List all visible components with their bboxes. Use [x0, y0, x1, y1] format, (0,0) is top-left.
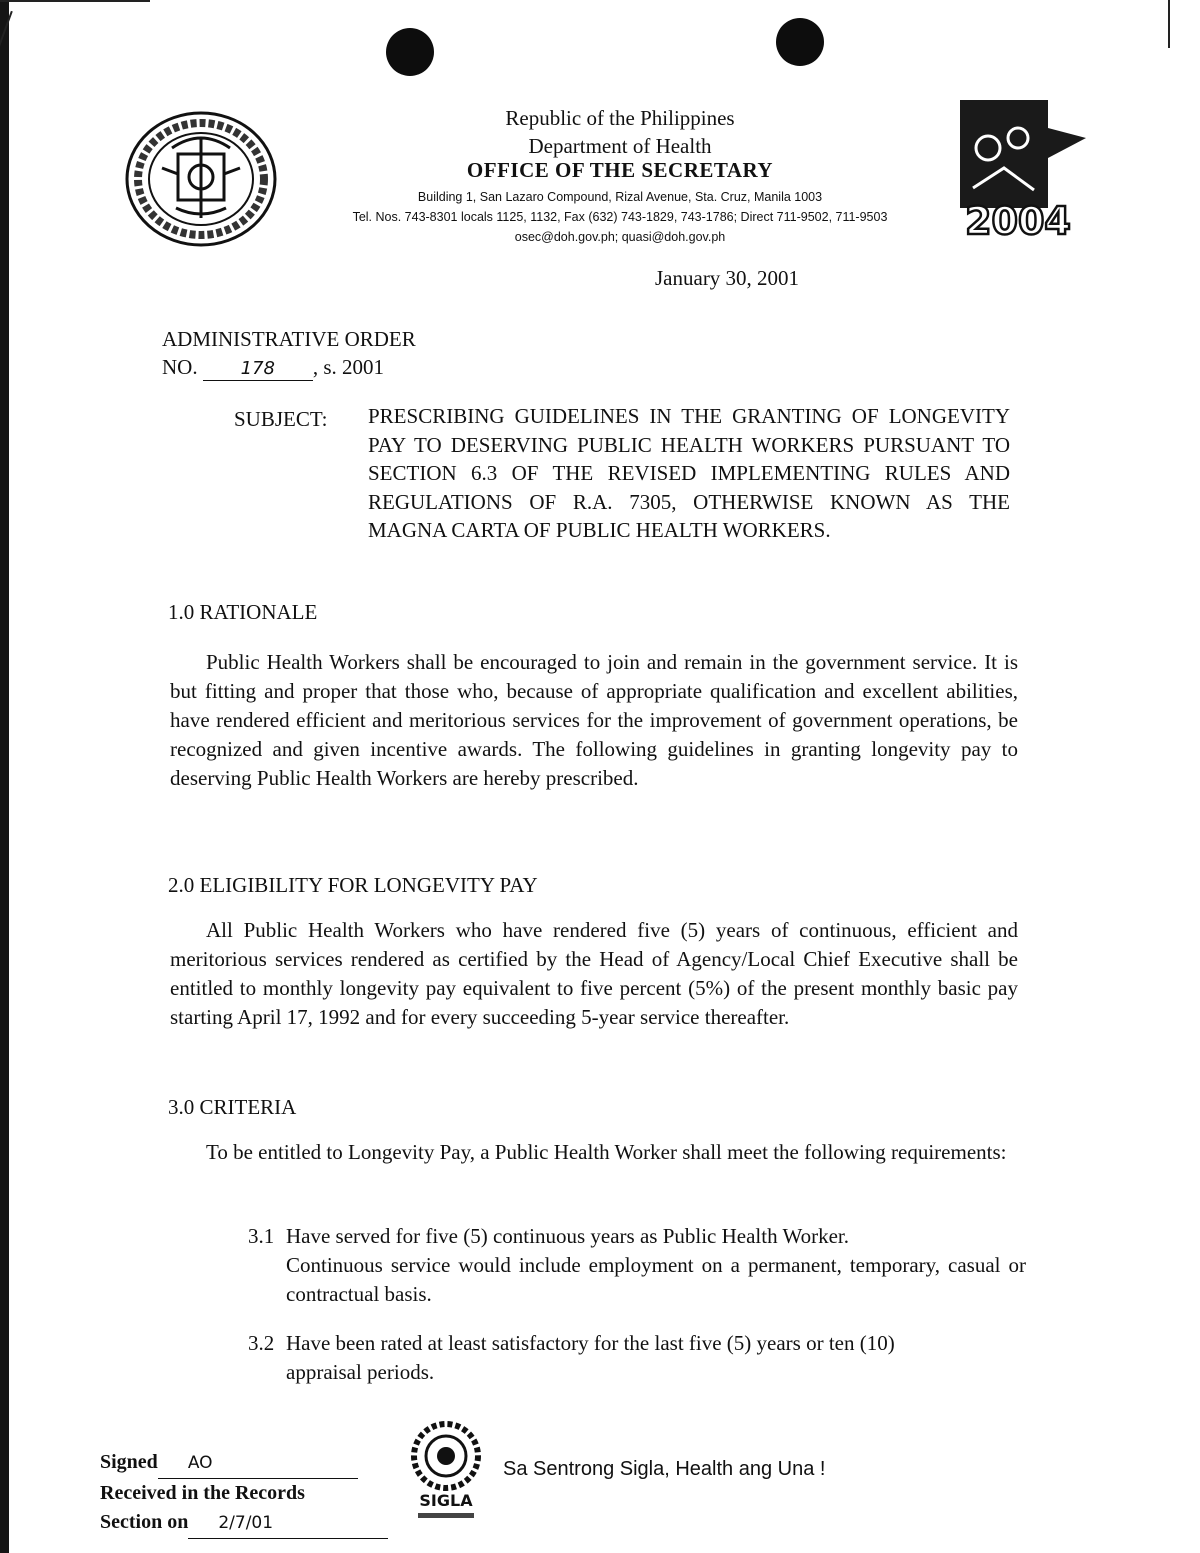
header-address: Building 1, San Lazaro Compound, Rizal Avenue, Sta. Cruz, Manila 1003 — [417, 190, 823, 204]
eligibility-paragraph: All Public Health Workers who have rendered five (5) years of continuous, efficient and meritorious services rendered as certified by the Head of Agency/Local Chief Executive shall be entitled to monthly longevity pay equivalent to five percent (5%) of the present monthly basic pay starting April 17, 1992 and for every succeeding 5-year service thereafter. — [170, 918, 1018, 1029]
footer-slogan: Sa Sentrong Sigla, Health ang Una ! — [503, 1458, 826, 1480]
order-series: , s. 2001 — [312, 355, 385, 379]
doh-seal-logo — [122, 108, 280, 250]
criteria-item-first-line — [248, 1329, 1026, 1358]
header-emails: osec@doh.gov.ph; quasi@doh.gov.ph — [514, 230, 726, 244]
criteria-item-first-line — [248, 1222, 1026, 1251]
criteria-item-number: 3.2 — [248, 1331, 275, 1355]
order-no-label: NO. — [162, 355, 198, 379]
stamp-received-label: Received in the Records — [100, 1482, 305, 1504]
stamp-signed-label: Signed — [100, 1451, 158, 1473]
rationale-paragraph: Public Health Workers shall be encouraged to join and remain in the government service. It is but fitting and proper that those who, because of appropriate qualification and excellent abilities, have rendered efficient and meritorious services for the improvement of government operations, be recognized and given incentive awards. The following guidelines in granting longevity pay to deserving Public Health Workers are hereby prescribed. — [170, 650, 1018, 790]
scan-right-mark — [1168, 0, 1170, 48]
header-republic: Republic of the Philippines — [505, 106, 735, 130]
sigla-logo — [408, 1418, 484, 1538]
scan-corner-line — [0, 0, 150, 2]
criteria-item-text: Have served for five (5) continuous years as Public Health Worker. — [286, 1224, 850, 1248]
section-heading-rationale: 1.0 RATIONALE — [168, 600, 318, 624]
stamp-section-label: Section on — [100, 1511, 189, 1533]
criteria-item-text: Have been rated at least satisfactory for the last five (5) years or ten (10) — [286, 1331, 895, 1355]
subject-text: PRESCRIBING GUIDELINES IN THE GRANTING OF LONGEVITY PAY TO DESERVING PUBLIC HEALTH WORKERS PURSUANT TO SECTION 6.3 OF THE REVISED IMPLEMENTING RULES AND REGULATIONS OF R.A. 7305, OTHERWISE KNOWN AS THE MAGNA CARTA OF PUBLIC HEALTH WORKERS. — [368, 404, 1010, 542]
stamp-section-line — [100, 1508, 388, 1539]
sigla-logo-text: SIGLA — [419, 1491, 473, 1510]
header-office: OFFICE OF THE SECRETARY — [466, 158, 774, 182]
logo-year-text: 2004 — [965, 199, 1071, 240]
records-stamp — [100, 1448, 388, 1539]
punch-hole-right — [776, 18, 824, 66]
subject-label: SUBJECT: — [234, 407, 328, 431]
order-title: ADMINISTRATIVE ORDER — [162, 327, 416, 351]
order-number-line — [162, 354, 384, 381]
order-number: 178 — [203, 358, 313, 381]
section-heading-criteria: 3.0 CRITERIA — [168, 1095, 297, 1119]
criteria-item-3-1 — [248, 1222, 1026, 1309]
punch-hole-left — [386, 28, 434, 76]
document-date: January 30, 2001 — [655, 266, 800, 290]
criteria-item-number: 3.1 — [248, 1224, 275, 1248]
header-department: Department of Health — [528, 134, 712, 158]
stamp-signed-line — [100, 1448, 388, 1479]
criteria-item-continuation: appraisal periods. — [286, 1360, 435, 1384]
stamp-section-value: 2/7/01 — [188, 1509, 388, 1539]
criteria-item-continuation: Continuous service would include employment on a permanent, temporary, casual or contractual basis. — [286, 1253, 1026, 1306]
section-heading-eligibility: 2.0 ELIGIBILITY FOR LONGEVITY PAY — [168, 873, 538, 897]
criteria-item-3-2 — [248, 1329, 1026, 1387]
year-2004-logo — [948, 98, 1088, 240]
header-telephone: Tel. Nos. 743-8301 locals 1125, 1132, Fax (632) 743-1829, 743-1786; Direct 711-9502, 711-9503 — [352, 210, 888, 224]
scan-edge-bar — [0, 0, 9, 1553]
criteria-paragraph: To be entitled to Longevity Pay, a Public Health Worker shall meet the following requirements: — [206, 1140, 1007, 1164]
stamp-signed-value: AO — [158, 1449, 358, 1479]
